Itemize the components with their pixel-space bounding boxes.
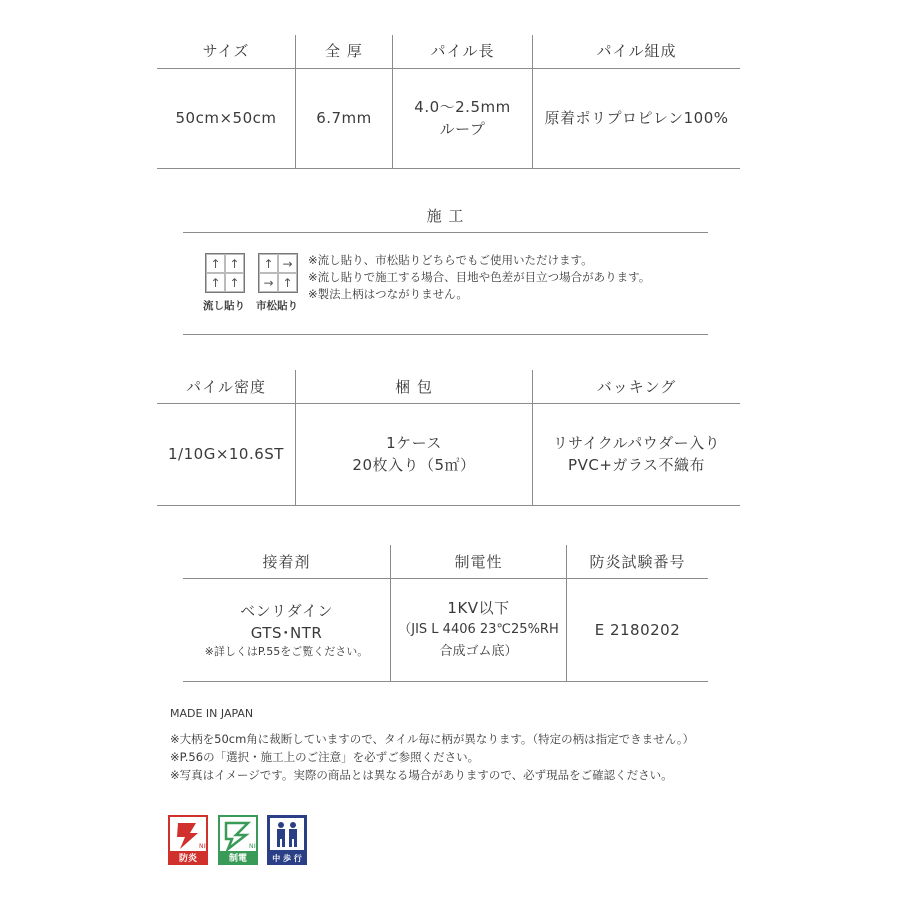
footer-note: ※写真はイメージです。実際の商品とは異なる場合がありますので、必ず現品をご確認ください。 xyxy=(170,768,673,782)
value-thickness: 6.7mm xyxy=(316,109,372,127)
header-pile-composition: パイル組成 xyxy=(596,42,677,60)
packing-line-2: 20枚入り（5㎡） xyxy=(352,456,476,474)
header-pile-length: パイル長 xyxy=(430,42,495,60)
antistatic-line-1: 1KV以下 xyxy=(447,599,510,617)
antistatic-logo xyxy=(218,815,258,865)
construction-top-border xyxy=(183,232,708,233)
table2-header-divider xyxy=(157,403,740,404)
value-pile-length xyxy=(393,70,532,166)
value-packing xyxy=(296,405,532,503)
antistatic-icon xyxy=(218,815,258,865)
checker-layout-icon: ↑ → → ↑ xyxy=(258,253,298,293)
svg-text:中 歩 行: 中 歩 行 xyxy=(272,854,302,863)
value-pile-composition: 原着ポリプロピレン100% xyxy=(544,109,729,127)
packing-line-1: 1ケース xyxy=(386,434,442,452)
header-pile-density: パイル密度 xyxy=(185,378,266,396)
svg-text:NIF: NIF xyxy=(199,843,208,850)
table3-bottom-border xyxy=(183,681,708,682)
adhesive-line-2: GTS･NTR xyxy=(250,624,323,642)
table3-header-divider xyxy=(183,578,708,579)
flow-layout-label: 流し貼り xyxy=(203,300,245,312)
adhesive-line-1: ベンリダイン xyxy=(240,602,333,620)
header-size: サイズ xyxy=(202,42,250,60)
antistatic-line-2: （JIS L 4406 23℃25%RH xyxy=(398,622,559,637)
fire-retardant-icon xyxy=(168,815,208,865)
flow-layout-icon: ↑ ↑ ↑ ↑ xyxy=(205,253,245,293)
header-fire-test-number: 防炎試験番号 xyxy=(589,553,686,571)
table1-bottom-border xyxy=(157,168,740,169)
svg-text:制電: 制電 xyxy=(228,854,248,864)
pile-length-line-1: 4.0～2.5mm xyxy=(414,98,511,116)
svg-text:NIF: NIF xyxy=(249,843,258,850)
pile-length-line-2: ループ xyxy=(439,120,486,138)
value-pile-density: 1/10G×10.6ST xyxy=(168,445,284,463)
svg-text:防炎: 防炎 xyxy=(178,854,198,864)
value-size: 50cm×50cm xyxy=(175,109,277,127)
footer-note: ※大柄を50cm角に裁断していますので、タイル毎に柄が異なります。（特定の柄は指定できません。） xyxy=(170,732,695,746)
two-people-icon xyxy=(267,815,307,865)
value-backing xyxy=(533,405,740,503)
construction-note: ※流し貼り、市松貼りどちらでもご使用いただけます。 xyxy=(308,253,593,267)
value-antistatic xyxy=(391,582,566,678)
construction-title: 施 工 xyxy=(426,207,465,225)
table2-bottom-border xyxy=(157,505,740,506)
adhesive-note: ※詳しくはP.55をご覧ください。 xyxy=(204,645,369,658)
value-fire-test-number: E 2180202 xyxy=(594,621,681,639)
backing-line-1: リサイクルパウダー入り xyxy=(552,434,721,452)
checker-layout-label: 市松貼り xyxy=(256,300,298,312)
fire-retardant-logo xyxy=(168,815,208,865)
table1-header-divider xyxy=(157,68,740,69)
header-thickness: 全 厚 xyxy=(325,42,363,60)
construction-notes xyxy=(308,252,650,303)
made-in-japan: MADE IN JAPAN xyxy=(170,707,254,720)
header-antistatic: 制電性 xyxy=(454,553,503,571)
backing-line-2: PVC+ガラス不織布 xyxy=(568,456,705,474)
footer-note: ※P.56の「選択・施工上のご注意」を必ずご参照ください。 xyxy=(170,750,480,764)
construction-bottom-border xyxy=(183,334,708,335)
header-backing: バッキング xyxy=(596,378,677,396)
construction-note: ※製法上柄はつながりません。 xyxy=(308,287,468,301)
header-adhesive: 接着剤 xyxy=(262,553,311,571)
construction-note: ※流し貼りで施工する場合、目地や色差が目立つ場合があります。 xyxy=(308,270,651,284)
medium-traffic-logo xyxy=(267,815,307,865)
header-packing: 梱 包 xyxy=(395,378,433,396)
value-adhesive xyxy=(183,582,390,678)
antistatic-line-3: 合成ゴム底） xyxy=(439,644,518,659)
